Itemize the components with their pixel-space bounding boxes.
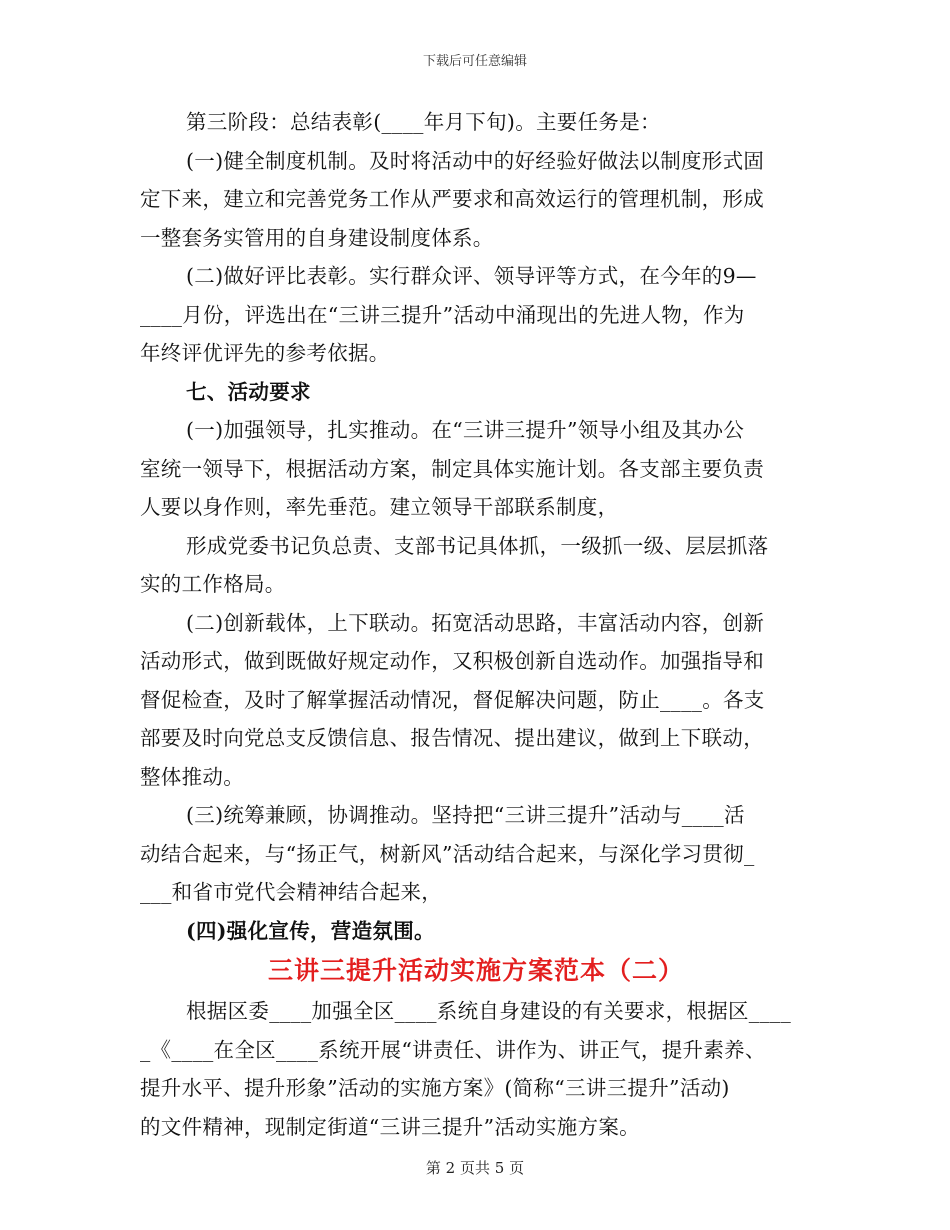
text-line: 定下来，建立和完善党务工作从严要求和高效运行的管理机制，形成: [140, 187, 764, 211]
text-line: 活动形式，做到既做好规定动作，又积极创新自选动作。加强指导和: [140, 649, 764, 673]
document-body: [140, 103, 812, 1146]
text-line: (四)强化宣传，营造氛围。: [186, 918, 435, 943]
paragraph-leadership: [140, 411, 812, 527]
text-line: ____月份，评选出在“三讲三提升”活动中涌现出的先进人物，作为: [140, 302, 745, 327]
text-line: 提升水平、提升形象”活动的实施方案》(简称“三讲三提升”活动): [140, 1076, 730, 1100]
text-line: 第三阶段：总结表彰(____年月下旬)。主要任务是：: [186, 110, 661, 134]
text-line: 整体推动。: [140, 764, 244, 789]
paragraph-stage-three: [140, 103, 812, 142]
text-line: 一整套务实管用的自身建设制度体系。: [140, 225, 494, 250]
document-title: 三讲三提升活动实施方案范本（二）: [267, 956, 684, 985]
text-line: 实的工作格局。: [140, 572, 286, 596]
paragraph-innovation: [140, 604, 812, 797]
text-line: (一)健全制度机制。及时将活动中的好经验好做法以制度形式固: [186, 148, 765, 173]
text-line: _《____在全区____系统开展“讲责任、讲作为、讲正气，提升素养、: [140, 1037, 766, 1062]
text-line: ___和省市党代会精神结合起来，: [140, 880, 443, 904]
text-line: (三)统筹兼顾，协调推动。坚持把“三讲三提升”活动与____活: [186, 803, 745, 827]
text-line: (二)创新载体，上下联动。拓宽活动思路，丰富活动内容，创新: [186, 610, 765, 635]
section-heading: [140, 373, 812, 412]
paragraph-system-mechanism: [140, 142, 812, 258]
paragraph-work-pattern: [140, 527, 812, 604]
text-line: 形成党委书记负总责、支部书记具体抓，一级抓一级、层层抓落: [186, 533, 769, 558]
text-line: 部要及时向党总支反馈信息、报告情况、提出建议，做到上下联动，: [140, 726, 764, 750]
paragraph-intro: [140, 992, 812, 1146]
text-line: 督促检查，及时了解掌握活动情况，督促解决问题，防止____。各支: [140, 687, 765, 712]
text-line: (一)加强领导，扎实推动。在“三讲三提升”领导小组及其办公: [186, 418, 745, 442]
paragraph-commendation: [140, 257, 812, 373]
text-line: 年终评优评先的参考依据。: [140, 341, 390, 365]
text-line: 动结合起来，与“扬正气，树新风”活动结合起来，与深化学习贯彻_: [140, 841, 755, 866]
section-heading-text: 七、活动要求: [186, 379, 311, 404]
text-line: 人要以身作则，率先垂范。建立领导干部联系制度，: [140, 495, 619, 519]
page-header: 下载后可任意编辑: [422, 54, 527, 69]
text-line: 的文件精神，现制定街道“三讲三提升”活动实施方案。: [140, 1114, 640, 1139]
text-line: 室统一领导下，根据活动方案，制定具体实施计划。各支部主要负责: [140, 456, 764, 481]
paragraph-publicity: [140, 912, 812, 951]
text-line: 根据区委____加强全区____系统自身建设的有关要求，根据区____: [186, 999, 791, 1023]
page-footer: 第 2 页共 5 页: [425, 1159, 525, 1177]
paragraph-coordination: [140, 796, 812, 912]
text-line: (二)做好评比表彰。实行群众评、领导评等方式，在今年的9—: [186, 264, 757, 288]
